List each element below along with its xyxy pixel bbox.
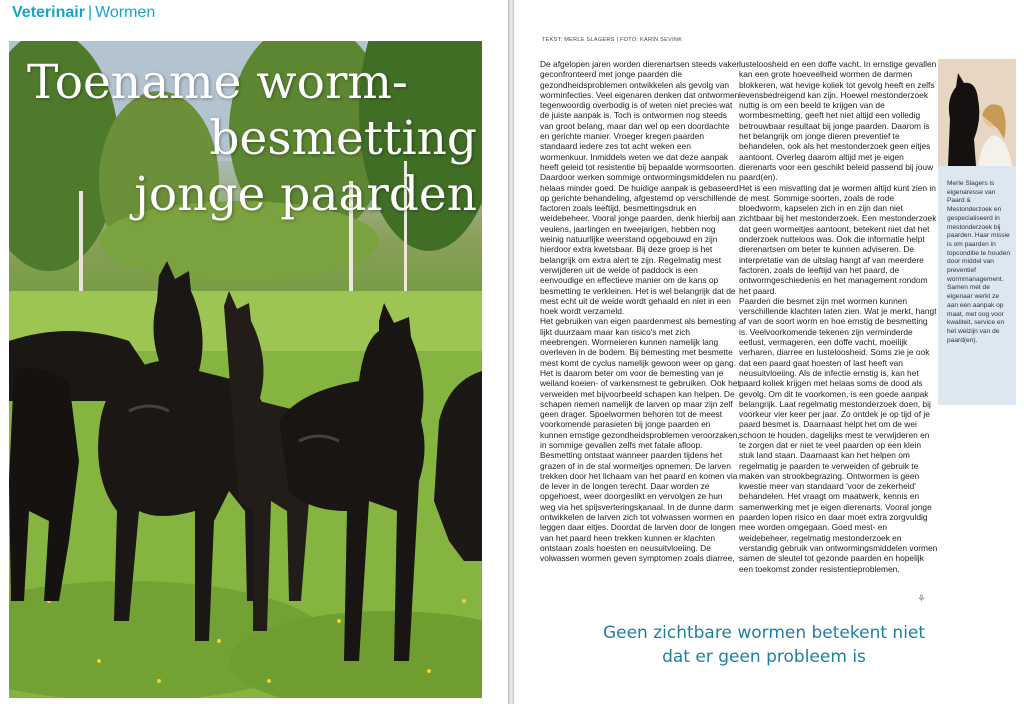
paragraph: lusteloosheid en een doffe vacht. In ernstige gevallen kan een grote hoeveelheid wormen de darmen blokkeren, wat hevige koliek tot gevolg heeft en zelfs levensbedreigend kan zijn. Hoewel mestonderzoek nuttig is om een beeld te krijgen van de wormbesmetting, geeft het niet altijd een volledig betrouwbaar resultaat bij jonge paarden. Daarom is het belangrijk om jonge dieren preventief te behandelen, ook als het mestonderzoek geen eitjes aantoont. Overleg daarom altijd met je eigen dierenarts voor een geschikt beleid passend bij jouw paard(en). [739, 59, 937, 183]
pull-quote-line-2: dat er geen probleem is [662, 647, 866, 667]
section-separator: | [87, 4, 93, 21]
paragraph: Paarden die besmet zijn met wormen kunnen verschillende klachten laten zien. Wat je merkt, hangt af van de soort worm en hoe ernstig de besmetting is. Veelvoorkomende tekenen zijn verminderde eetlust, vermageren, een doffe vacht, moeilijk verharen, diarree en lusteloosheid. Soms zie je ook dat een paard gaat hoesten of last heeft van neusuitvloeiing. Als de infectie ernstig is, kan het paard koliek krijgen met helaas soms de dood als gevolg. Om dit te voorkomen, is een goede aanpak belangrijk. Laat regelmatig mestonderzoek doen, bij voorkeur vier keer per jaar. Zo ontdek je op tijd of je paard besmet is. Daarnaast helpt het om de wei schoon te houden, dagelijks mest te verwijderen en te zorgen dat er niet te veel paarden op een klein stuk land staan. Daarnaast kan het helpen om regelmatig je paarden te verweiden of gebruik te maken van strookbegrazing. Ontwormen is geen kwestie meer van standaard 'voor de zekerheid' behandelen. Het vraagt om maatwerk, kennis en samenwerking met je eigen dierenarts. Vooral jonge paarden lopen risico en daar moet extra zorgvuldig mee worden omgegaan. Goed mest- en weidebeheer, regelmatig mestonderzoek en verstandig gebruik van ontwormingsmiddelen vormen samen de sleutel tot gezonde paarden en hopelijk een toekomst zonder resistentieproblemen. [739, 295, 938, 574]
author-bio: Merle Slagers is eigenaresse van Paard & Mestonderzoek en gespecialiseerd in mestonderzoek bij paarden. Haar missie is om paarden in topconditie te houden door middel van preventief wormmanagement. Samen met de eigenaar werkt ze aan een aanpak op maat, met oog voor kwaliteit, service en het welzijn van de paard(en). [947, 180, 1011, 344]
pull-quote [544, 621, 984, 669]
author-photo-art [938, 59, 1016, 166]
author-photo [938, 59, 1016, 166]
pull-quote-line-1: Geen zichtbare wormen betekent niet [602, 623, 926, 643]
paragraph: Het gebruiken van eigen paardenmest als bemesting lijkt duurzaam maar kan risico's met zich meebrengen. Wormeieren kunnen namelijk lang overleven in de bodem. Bij bemesting met besmette mest komt de cyclus namelijk gewoon weer op gang. Het is daarom beter om voor de bemesting van je weiland koeien- of varkensmest te gebruiken. Ook het verweiden met bijvoorbeeld schapen kan helpen. De schapen nemen namelijk de larven op maar zijn zelf geen drager. Spoelwormen behoren tot de meest voorkomende parasieten bij jonge paarden en kunnen ernstige gezondheidsproblemen veroorzaken, in sommige gevallen zelfs met fatale afloop. Besmetting ontstaat wanneer paarden tijdens het grazen of in de stal wormeitjes opnemen. De larven trekken door het lichaam van het paard en komen via de lever in de longen terecht. Daar worden ze opgehoest, weer doorgeslikt en vervolgen ze hun weg via het spijsverteringskanaal. In de dunne darm ontwikkelen de larven zich tot volwassen wormen en leggen daar eitjes. Doordat de larven door de longen van het paard heen trekken kunnen er klachten ontstaan zoals hoesten en neusuitvloeiing. De volwassen wormen geven symptomen zoals diarree, [540, 316, 740, 564]
title-line-1: Toename worm- [27, 55, 408, 110]
text-column-2 [739, 59, 938, 574]
author-sidebar [938, 59, 1016, 405]
article-credits: TEKST: MERLE SLAGERS | FOTO: KARIN SEVINK [542, 37, 683, 43]
section-topic: Wormen [95, 4, 156, 21]
right-page [514, 0, 1024, 704]
text-column-1 [540, 59, 740, 564]
horses-photo [9, 41, 482, 698]
section-name: Veterinair [12, 4, 85, 21]
paragraph: De afgelopen jaren worden dierenartsen steeds vaker geconfronteerd met jonge paarden die gezondheidsproblemen ontwikkelen als gevolg van worminfecties. Veel eigenaren denken dat ontwormen tegenwoordig overbodig is of weten niet precies wat de juiste aanpak is. Toch is ontwormen nog steeds van groot belang, maar dan wel op een doordachte en gerichte manier. Vroeger kregen paarden standaard iedere zes tot acht weken een wormenkuur. Inmiddels weten we dat deze aanpak heeft geleid tot resistentie bij bepaalde wormsoorten. Daardoor werken sommige ontwormingsmiddelen nu helaas minder goed. De huidige aanpak is gebaseerd op gerichte behandeling, afgestemd op verschillende factoren zoals leeftijd, besmettingsdruk en weidebeheer. Vooral jonge paarden, denk hierbij aan veulens, jaarlingen en tweejarigen, hebben nog weinig natuurlijke weerstand opgebouwd en zijn hierdoor extra kwetsbaar. Bij deze groep is het belangrijk om extra alert te zijn. Regelmatig mest verwijderen uit de weide of paddock is een eenvoudige en effectieve manier om de kans op besmetting te verkleinen. Het is wel belangrijk dat de mest echt uit de weide wordt gehaald en niet in een hoek wordt verzameld. [540, 59, 740, 317]
title-line-2: besmetting [209, 111, 477, 166]
section-header [12, 4, 155, 22]
left-page [0, 0, 508, 704]
paragraph: Het is een misvatting dat je wormen altijd kunt zien in de mest. Sommige soorten, zoals de rode bloedworm, kapselen zich in en zijn dan niet zichtbaar bij het mestonderzoek. Een mestonderzoek dat geen wormeitjes aantoont, betekent niet dat het onderzoek nutteloos was. Ook die informatie helpt dierenartsen om beter te kunnen adviseren. De interpretatie van de uitslag hangt af van meerdere factoren, zoals de leeftijd van het paard, de ontwormgeschiedenis en het management rondom het paard. [739, 182, 937, 296]
end-of-article-icon: ⚘ [917, 594, 926, 605]
article-title [27, 55, 477, 223]
title-line-3: jonge paarden [134, 167, 477, 222]
